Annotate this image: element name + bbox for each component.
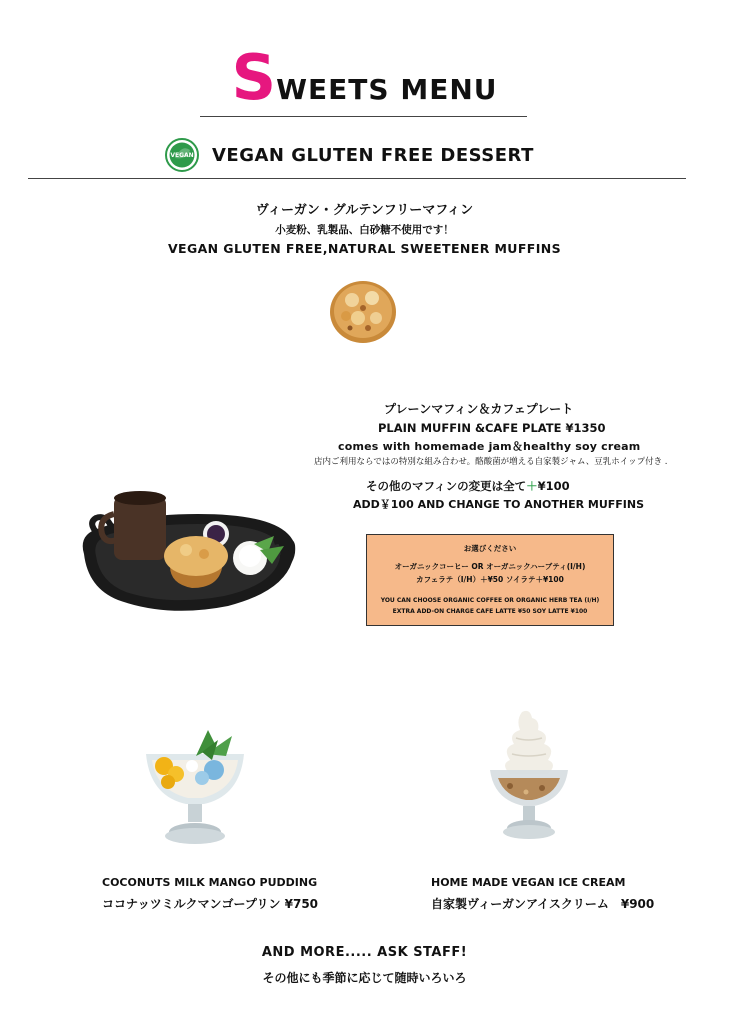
choice-line-drinks-jp: オーガニックコーヒー OR オーガニックハーブティ(I/H) <box>394 562 586 571</box>
ice-cream-name-jp-price: 自家製ヴィーガンアイスクリーム ¥900 <box>431 897 655 911</box>
ice-cream-name-en: HOME MADE VEGAN ICE CREAM <box>431 876 626 889</box>
plus-icon: ＋ <box>526 479 538 493</box>
choice-line-extras-en: EXTRA ADD-ON CHARGE CAFE LATTE ¥50 SOY LATTE ¥100 <box>392 608 588 615</box>
pudding-name-jp-price: ココナッツミルクマンゴープリン ¥750 <box>102 897 319 911</box>
choice-line-drinks-en: YOU CAN CHOOSE ORGANIC COFFEE OR ORGANIC HERB TEA (I/H) <box>380 597 600 604</box>
drink-choice-box <box>366 534 614 626</box>
plate-note-jp: 店内ご利用ならではの特別な組み合わせ。酪酸菌が増える自家製ジャム、豆乳ホイップ付き . <box>314 457 668 467</box>
plate-description-en: comes with homemade jam＆healthy soy cream <box>338 440 641 453</box>
title-initial: S <box>231 41 277 114</box>
vegan-badge-text: VEGAN <box>170 152 194 159</box>
mango-pudding-photo <box>142 726 248 848</box>
cafe-plate-photo <box>78 484 300 624</box>
muffin-photo <box>328 278 398 344</box>
section-divider <box>28 178 686 179</box>
change-muffin-en: ADD￥100 AND CHANGE TO ANOTHER MUFFINS <box>353 498 645 511</box>
more-items-en: AND MORE..... ASK STAFF! <box>261 945 468 960</box>
vegan-ice-cream-photo <box>486 708 572 840</box>
change-muffin-jp <box>366 478 570 494</box>
plate-name-jp: プレーンマフィン＆カフェプレート <box>384 402 574 416</box>
muffin-name-jp: ヴィーガン・グルテンフリーマフィン <box>255 203 474 218</box>
muffin-subtitle-jp: 小麦粉、乳製品、白砂糖不使用です！ <box>275 224 454 236</box>
choice-line-extras-jp: カフェラテ（I/H）＋¥50 ソイラテ＋¥100 <box>416 575 564 584</box>
title-rest: WEETS MENU <box>276 73 498 106</box>
page-title <box>0 41 729 114</box>
section-heading: VEGAN GLUTEN FREE DESSERT <box>212 145 534 166</box>
plate-name-en-price: PLAIN MUFFIN &CAFE PLATE ¥1350 <box>378 421 606 435</box>
pudding-name-en: COCONUTS MILK MANGO PUDDING <box>102 876 318 889</box>
more-items-jp: その他にも季節に応じて随時いろいろ <box>262 971 467 985</box>
change-jp-prefix: その他のマフィンの変更は全て <box>366 479 527 493</box>
title-divider <box>200 116 527 117</box>
choice-title: お選びください <box>463 544 517 553</box>
change-jp-price: ¥100 <box>537 479 570 493</box>
muffin-name-en: VEGAN GLUTEN FREE,NATURAL SWEETENER MUFFINS <box>167 241 562 256</box>
vegan-leaf-icon <box>165 138 199 172</box>
